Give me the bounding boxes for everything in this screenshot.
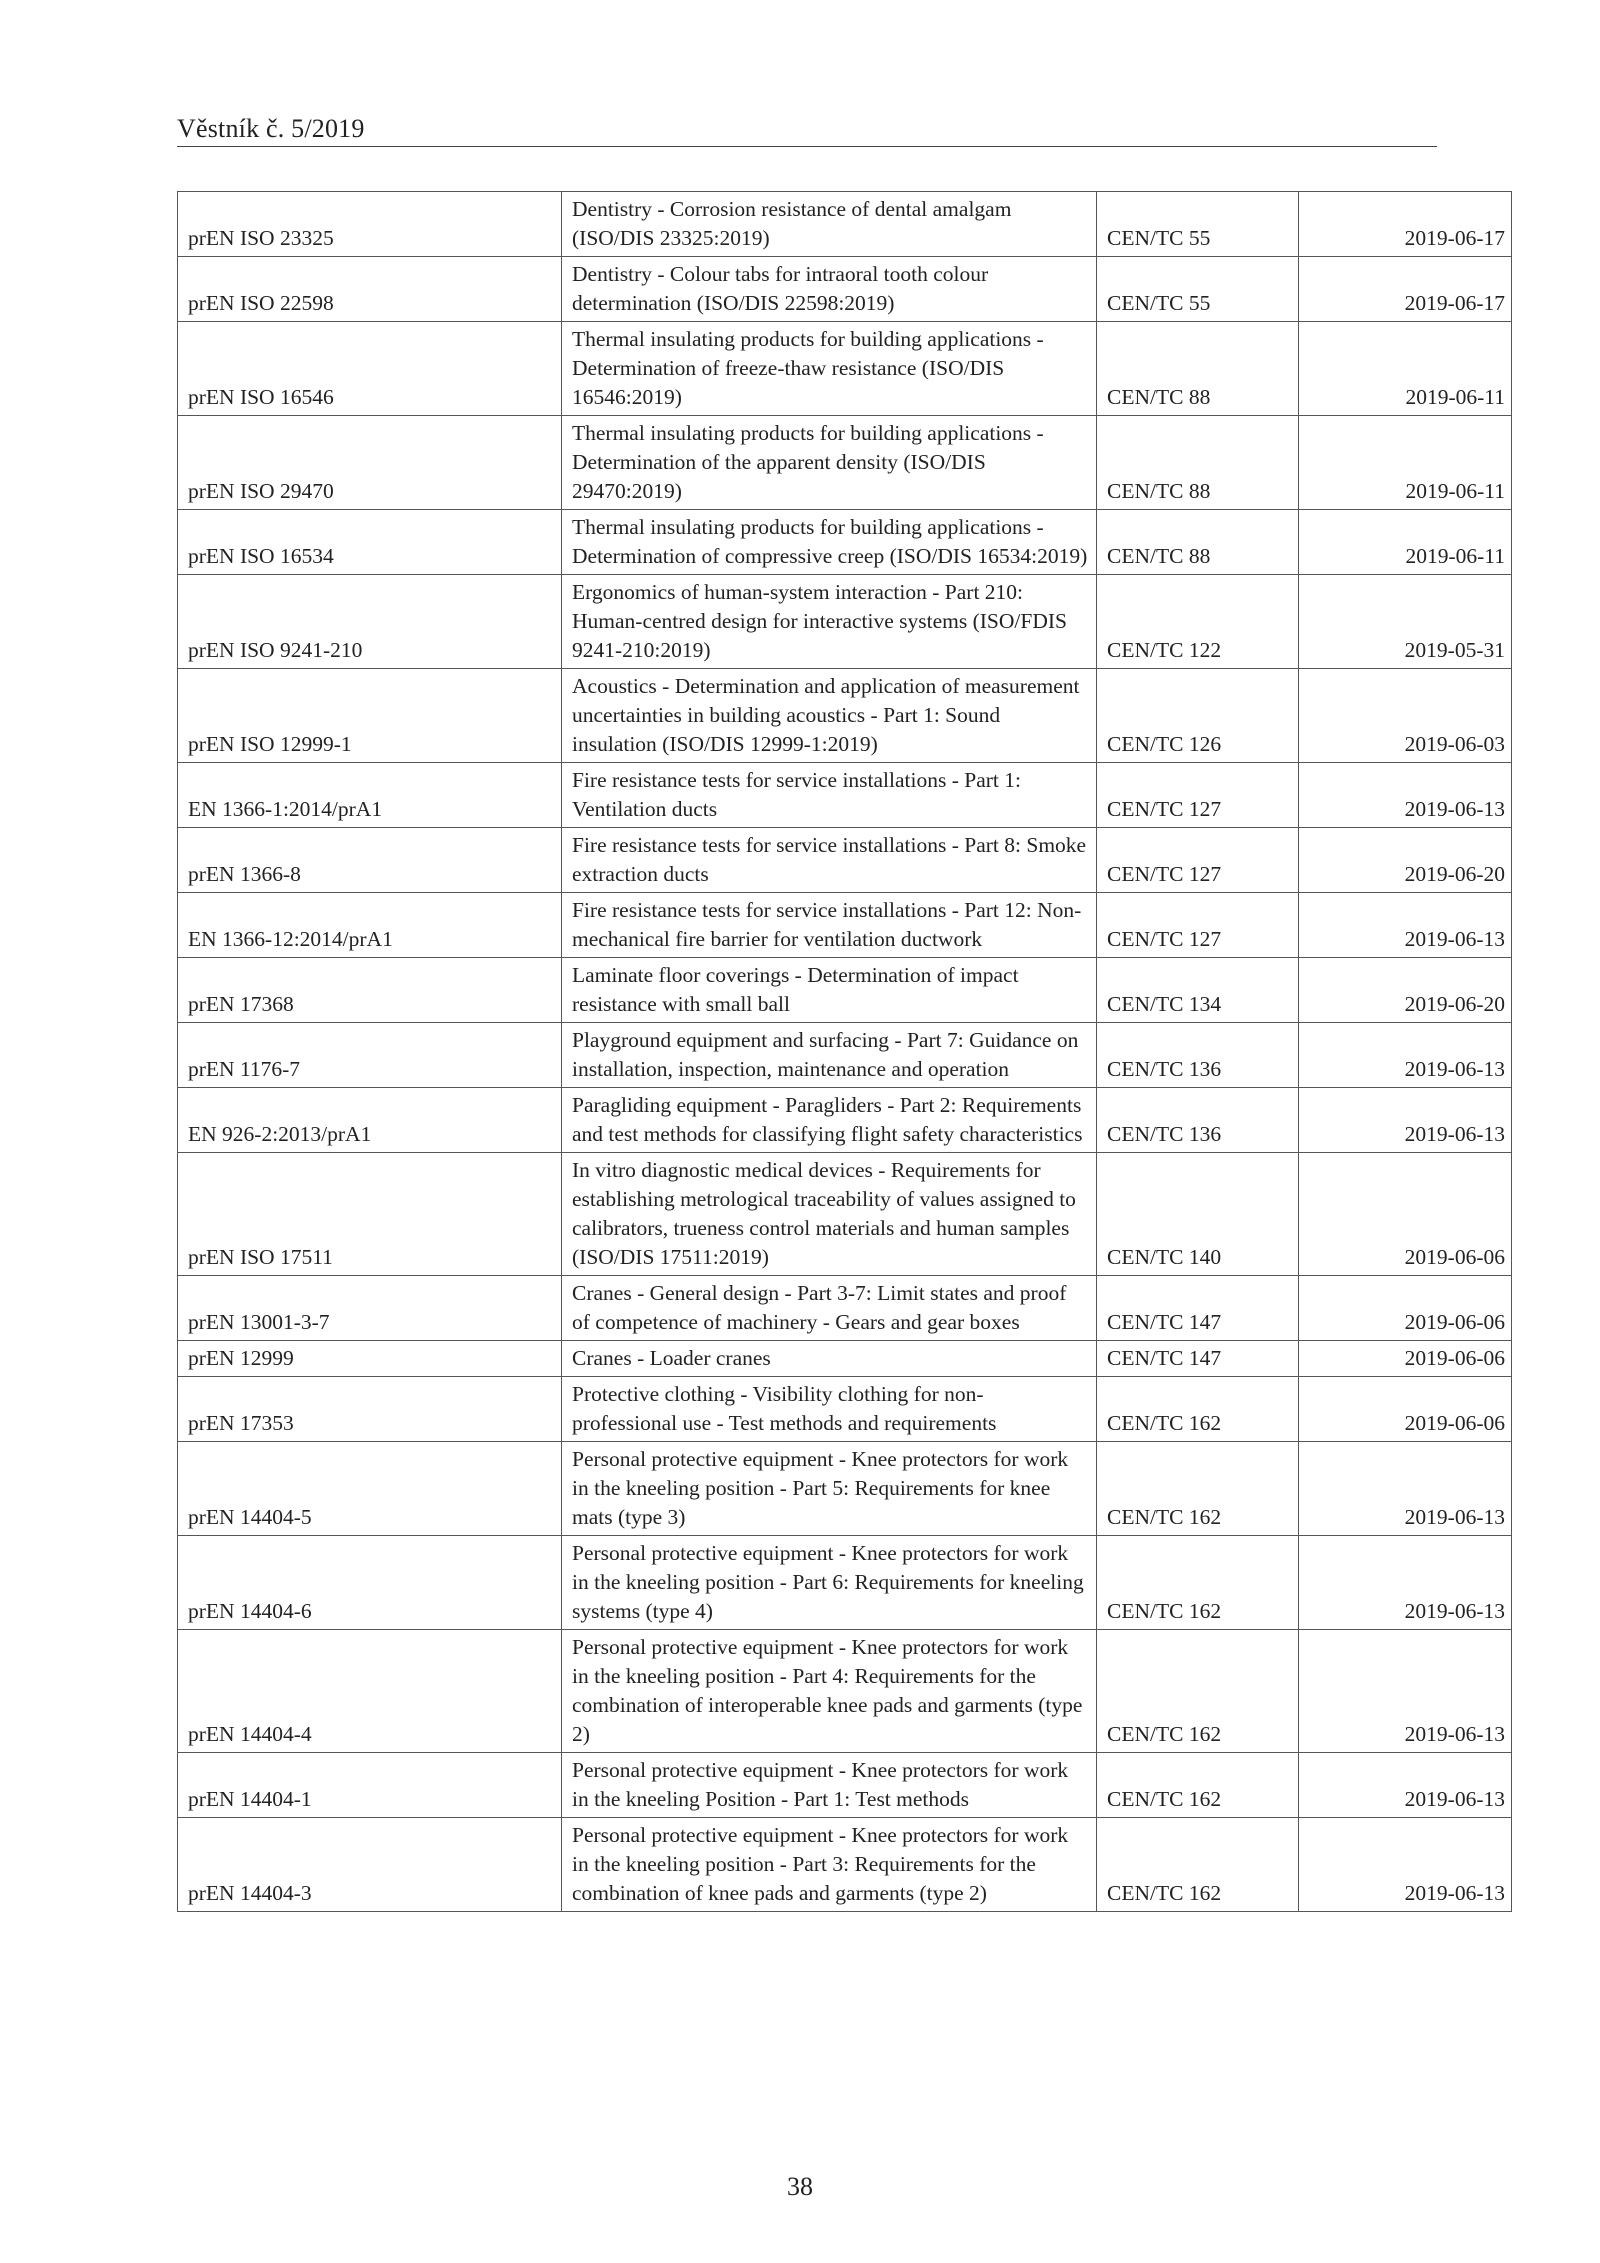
- standard-code: prEN 13001-3-7: [178, 1276, 562, 1341]
- comment-deadline: 2019-06-13: [1299, 1753, 1512, 1818]
- table-row: [178, 1818, 1512, 1912]
- standard-code: EN 926-2:2013/prA1: [178, 1088, 562, 1153]
- technical-committee: CEN/TC 140: [1097, 1153, 1299, 1276]
- technical-committee: CEN/TC 147: [1097, 1276, 1299, 1341]
- standard-code: prEN ISO 23325: [178, 192, 562, 257]
- table-row: [178, 1088, 1512, 1153]
- comment-deadline: 2019-06-13: [1299, 763, 1512, 828]
- comment-deadline: 2019-06-06: [1299, 1153, 1512, 1276]
- comment-deadline: 2019-06-11: [1299, 510, 1512, 575]
- table-row: [178, 1630, 1512, 1753]
- comment-deadline: 2019-06-13: [1299, 1536, 1512, 1630]
- comment-deadline: 2019-06-13: [1299, 1442, 1512, 1536]
- standard-title: In vitro diagnostic medical devices - Requirements for establishing metrological traceability of values assigned to calibrators, trueness control materials and human samples (ISO/DIS 17511:2019): [562, 1153, 1097, 1276]
- technical-committee: CEN/TC 122: [1097, 575, 1299, 669]
- header-divider: [177, 146, 1437, 147]
- technical-committee: CEN/TC 162: [1097, 1442, 1299, 1536]
- technical-committee: CEN/TC 162: [1097, 1753, 1299, 1818]
- comment-deadline: 2019-06-13: [1299, 1023, 1512, 1088]
- standard-code: prEN 14404-3: [178, 1818, 562, 1912]
- standard-code: prEN 12999: [178, 1341, 562, 1377]
- comment-deadline: 2019-06-06: [1299, 1276, 1512, 1341]
- table-row: [178, 1153, 1512, 1276]
- standard-title: Ergonomics of human-system interaction - Part 210: Human-centred design for interactive systems (ISO/FDIS 9241-210:2019): [562, 575, 1097, 669]
- standard-title: Cranes - Loader cranes: [562, 1341, 1097, 1377]
- standard-title: Personal protective equipment - Knee protectors for work in the kneeling position - Part 4: Requirements for the combination of interoperable knee pads and garments (type 2): [562, 1630, 1097, 1753]
- standard-title: Fire resistance tests for service installations - Part 12: Non-mechanical fire barrier for ventilation ductwork: [562, 893, 1097, 958]
- page-header-title: Věstník č. 5/2019: [177, 114, 365, 143]
- technical-committee: CEN/TC 162: [1097, 1818, 1299, 1912]
- technical-committee: CEN/TC 55: [1097, 257, 1299, 322]
- standard-title: Personal protective equipment - Knee protectors for work in the kneeling position - Part 3: Requirements for the combination of knee pads and garments (type 2): [562, 1818, 1097, 1912]
- comment-deadline: 2019-06-20: [1299, 828, 1512, 893]
- table-row: [178, 575, 1512, 669]
- standard-code: prEN ISO 29470: [178, 416, 562, 510]
- standard-code: prEN 17353: [178, 1377, 562, 1442]
- technical-committee: CEN/TC 88: [1097, 416, 1299, 510]
- table-row: [178, 1023, 1512, 1088]
- technical-committee: CEN/TC 136: [1097, 1088, 1299, 1153]
- standard-title: Thermal insulating products for building applications - Determination of compressive creep (ISO/DIS 16534:2019): [562, 510, 1097, 575]
- standard-title: Acoustics - Determination and application of measurement uncertainties in building acoustics - Part 1: Sound insulation (ISO/DIS 12999-1:2019): [562, 669, 1097, 763]
- technical-committee: CEN/TC 162: [1097, 1377, 1299, 1442]
- standard-code: prEN ISO 16546: [178, 322, 562, 416]
- standard-code: EN 1366-1:2014/prA1: [178, 763, 562, 828]
- comment-deadline: 2019-06-13: [1299, 1088, 1512, 1153]
- standard-code: EN 1366-12:2014/prA1: [178, 893, 562, 958]
- standards-table: [177, 191, 1512, 1912]
- table-row: [178, 1377, 1512, 1442]
- comment-deadline: 2019-06-11: [1299, 322, 1512, 416]
- technical-committee: CEN/TC 162: [1097, 1536, 1299, 1630]
- standard-title: Fire resistance tests for service installations - Part 8: Smoke extraction ducts: [562, 828, 1097, 893]
- standard-code: prEN 14404-4: [178, 1630, 562, 1753]
- table-row: [178, 893, 1512, 958]
- standard-code: prEN ISO 16534: [178, 510, 562, 575]
- standard-title: Laminate floor coverings - Determination of impact resistance with small ball: [562, 958, 1097, 1023]
- table-row: [178, 763, 1512, 828]
- standard-code: prEN 1176-7: [178, 1023, 562, 1088]
- technical-committee: CEN/TC 127: [1097, 763, 1299, 828]
- technical-committee: CEN/TC 127: [1097, 893, 1299, 958]
- comment-deadline: 2019-06-20: [1299, 958, 1512, 1023]
- technical-committee: CEN/TC 127: [1097, 828, 1299, 893]
- table-row: [178, 1536, 1512, 1630]
- standard-code: prEN 1366-8: [178, 828, 562, 893]
- comment-deadline: 2019-06-17: [1299, 257, 1512, 322]
- standard-title: Personal protective equipment - Knee protectors for work in the kneeling position - Part 6: Requirements for kneeling systems (type 4): [562, 1536, 1097, 1630]
- standard-title: Dentistry - Colour tabs for intraoral tooth colour determination (ISO/DIS 22598:2019): [562, 257, 1097, 322]
- technical-committee: CEN/TC 162: [1097, 1630, 1299, 1753]
- standard-code: prEN ISO 22598: [178, 257, 562, 322]
- standard-code: prEN ISO 17511: [178, 1153, 562, 1276]
- comment-deadline: 2019-06-13: [1299, 1630, 1512, 1753]
- standard-title: Paragliding equipment - Paragliders - Part 2: Requirements and test methods for classifying flight safety characteristics: [562, 1088, 1097, 1153]
- table-row: [178, 192, 1512, 257]
- table-row: [178, 322, 1512, 416]
- table-row: [178, 828, 1512, 893]
- standard-title: Fire resistance tests for service installations - Part 1: Ventilation ducts: [562, 763, 1097, 828]
- standard-code: prEN 14404-5: [178, 1442, 562, 1536]
- standard-title: Protective clothing - Visibility clothing for non-professional use - Test methods and requirements: [562, 1377, 1097, 1442]
- standard-title: Playground equipment and surfacing - Part 7: Guidance on installation, inspection, maintenance and operation: [562, 1023, 1097, 1088]
- comment-deadline: 2019-05-31: [1299, 575, 1512, 669]
- table-row: [178, 1276, 1512, 1341]
- technical-committee: CEN/TC 88: [1097, 322, 1299, 416]
- standard-code: prEN 14404-1: [178, 1753, 562, 1818]
- standard-title: Thermal insulating products for building applications - Determination of the apparent density (ISO/DIS 29470:2019): [562, 416, 1097, 510]
- standard-code: prEN 14404-6: [178, 1536, 562, 1630]
- technical-committee: CEN/TC 134: [1097, 958, 1299, 1023]
- standard-title: Personal protective equipment - Knee protectors for work in the kneeling position - Part 5: Requirements for knee mats (type 3): [562, 1442, 1097, 1536]
- table-row: [178, 416, 1512, 510]
- table-row: [178, 669, 1512, 763]
- standard-title: Cranes - General design - Part 3-7: Limit states and proof of competence of machinery - Gears and gear boxes: [562, 1276, 1097, 1341]
- table-row: [178, 510, 1512, 575]
- standard-code: prEN ISO 9241-210: [178, 575, 562, 669]
- standard-title: Dentistry - Corrosion resistance of dental amalgam (ISO/DIS 23325:2019): [562, 192, 1097, 257]
- table-row: [178, 1442, 1512, 1536]
- standard-title: Personal protective equipment - Knee protectors for work in the kneeling Position - Part 1: Test methods: [562, 1753, 1097, 1818]
- standard-code: prEN ISO 12999-1: [178, 669, 562, 763]
- comment-deadline: 2019-06-03: [1299, 669, 1512, 763]
- page-number: 38: [787, 2172, 813, 2201]
- technical-committee: CEN/TC 88: [1097, 510, 1299, 575]
- comment-deadline: 2019-06-17: [1299, 192, 1512, 257]
- table-row: [178, 257, 1512, 322]
- comment-deadline: 2019-06-06: [1299, 1377, 1512, 1442]
- comment-deadline: 2019-06-13: [1299, 1818, 1512, 1912]
- technical-committee: CEN/TC 126: [1097, 669, 1299, 763]
- technical-committee: CEN/TC 136: [1097, 1023, 1299, 1088]
- standard-code: prEN 17368: [178, 958, 562, 1023]
- comment-deadline: 2019-06-06: [1299, 1341, 1512, 1377]
- table-row: [178, 958, 1512, 1023]
- table-row: [178, 1341, 1512, 1377]
- table-row: [178, 1753, 1512, 1818]
- comment-deadline: 2019-06-13: [1299, 893, 1512, 958]
- comment-deadline: 2019-06-11: [1299, 416, 1512, 510]
- technical-committee: CEN/TC 147: [1097, 1341, 1299, 1377]
- standard-title: Thermal insulating products for building applications - Determination of freeze-thaw resistance (ISO/DIS 16546:2019): [562, 322, 1097, 416]
- technical-committee: CEN/TC 55: [1097, 192, 1299, 257]
- standards-table-body: [178, 192, 1512, 1912]
